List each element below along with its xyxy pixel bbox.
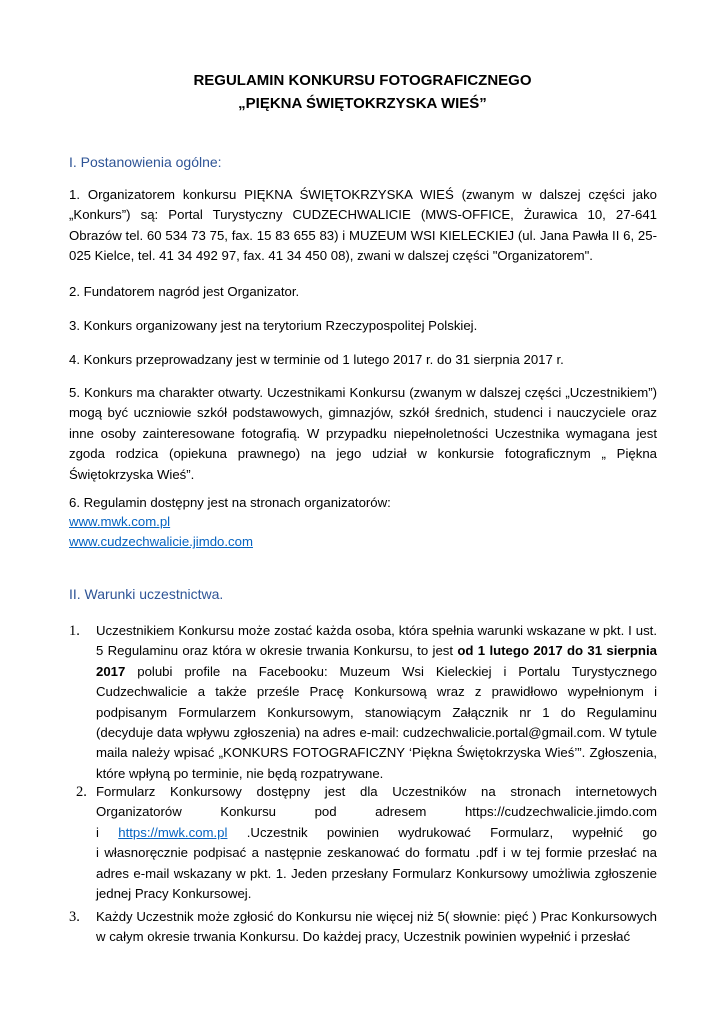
item-2-text bbox=[96, 782, 657, 904]
item-3-number: 3. bbox=[69, 909, 80, 925]
regulations-links bbox=[69, 512, 657, 553]
section-1-paragraph-3: 3. Konkurs organizowany jest na terytorium Rzeczypospolitej Polskiej. bbox=[69, 318, 478, 333]
item-2-line-2: Organizatorów Konkursu pod adresem https://cudzechwalicie.jimdo.com bbox=[96, 804, 657, 820]
link-mwk[interactable]: www.mwk.com.pl bbox=[69, 514, 171, 529]
section-2-heading: II. Warunki uczestnictwa. bbox=[69, 586, 224, 602]
link-mwk-https[interactable]: https://mwk.com.pl bbox=[118, 824, 228, 840]
item-1-number: 1. bbox=[69, 623, 80, 639]
item-1-date-range: od 1 lutego 2017 do 31 sierpnia 2017 bbox=[96, 643, 657, 679]
section-1-paragraph-2: 2. Fundatorem nagród jest Organizator. bbox=[69, 284, 300, 299]
item-3-text: Każdy Uczestnik może zgłosić do Konkursu nie więcej niż 5( słownie: pięć ) Prac Konkursowych w całym okresie trwania Konkursu. Do każdej pracy, Uczestnik powinien wypełnić i przesłać bbox=[96, 909, 657, 945]
section-1-heading: I. Postanowienia ogólne: bbox=[69, 154, 222, 170]
title-line-2: „PIĘKNA ŚWIĘTOKRZYSKA WIEŚ” bbox=[238, 95, 487, 112]
link-cudzechwalicie[interactable]: www.cudzechwalicie.jimdo.com bbox=[69, 534, 253, 550]
item-1-text-end: polubi profile na Facebooku: Muzeum Wsi Kieleckiej i Portalu Turystycznego Cudzechwalicie a także prześle Pracę Konkursową wraz z prawidłowo wypełnionym i podpisanym Formularzem Konkursowym, stanowiącym Załącznik nr 1 do Regulaminu (decyduje data wpływu zgłoszenia) na adres e-mail: cudzechwalicie.portal@gmail.com. W tytule maila należy wpisać „KONKURS FOTOGRAFICZNY ‘Piękna Świętokrzyska Wieś’”. Zgłoszenia, które wpłyną po terminie, nie będą rozpatrywane. bbox=[96, 663, 657, 781]
item-2-number: 2. bbox=[76, 784, 87, 800]
section-1-paragraph-4: 4. Konkurs przeprowadzany jest w terminie od 1 lutego 2017 r. do 31 sierpnia 2017 r. bbox=[69, 352, 564, 367]
item-2-line-3 bbox=[96, 823, 657, 843]
item-2-line-3-end: .Uczestnik powinien wydrukować Formularz, wypełnić go bbox=[246, 824, 657, 840]
item-2-line-1: Formularz Konkursowy dostępny jest dla Uczestników na stronach internetowych bbox=[96, 784, 657, 799]
section-1-paragraph-1: 1. Organizatorem konkursu PIĘKNA ŚWIĘTOKRZYSKA WIEŚ (zwanym w dalszej części jako „Konkurs”) są: Portal Turystyczny CUDZECHWALICIE (MWS-OFFICE, Żurawica 10, 27-641 Obrazów tel. 60 534 73 75, fax. 15 83 655 83) i MUZEUM WSI KIELECKIEJ (ul. Jana Pawła II 6, 25-025 Kielce, tel. 41 34 492 97, fax. 41 34 450 08), zwani w dalszej części "Organizatorem". bbox=[69, 187, 657, 264]
item-1-text-start: Uczestnikiem Konkursu może zostać każda osoba, która spełnia warunki wskazane w pkt. I ust. 5 Regulaminu oraz która w okresie trwania Konkursu, to jest bbox=[96, 623, 657, 659]
item-1-text bbox=[96, 621, 657, 784]
title-line-1: REGULAMIN KONKURSU FOTOGRAFICZNEGO bbox=[193, 72, 532, 89]
section-1-paragraph-6: 6. Regulamin dostępny jest na stronach organizatorów: bbox=[69, 495, 391, 510]
section-1-paragraph-5: 5. Konkurs ma charakter otwarty. Uczestnikami Konkursu (zwanym w dalszej części „Uczestnikiem”) mogą być uczniowie szkół podstawowych, gimnazjów, szkół średnich, studenci i nauczyciele oraz inne osoby zainteresowane fotografią. W przypadku niepełnoletności Uczestnika wymagana jest zgoda rodzica (opiekuna prawnego) na jego udział w konkursie fotograficznym „ Piękna Świętokrzyska Wieś”. bbox=[69, 385, 657, 482]
item-2-line-3-start: i bbox=[96, 824, 99, 840]
item-2-rest: i własnoręcznie podpisać a następnie zeskanować do formatu .pdf i w tej formie przesłać na adres e-mail wskazany w pkt. 1. Jeden przesłany Formularz Konkursowy umożliwia zgłoszenie jednej Pracy Konkursowej. bbox=[96, 845, 657, 902]
